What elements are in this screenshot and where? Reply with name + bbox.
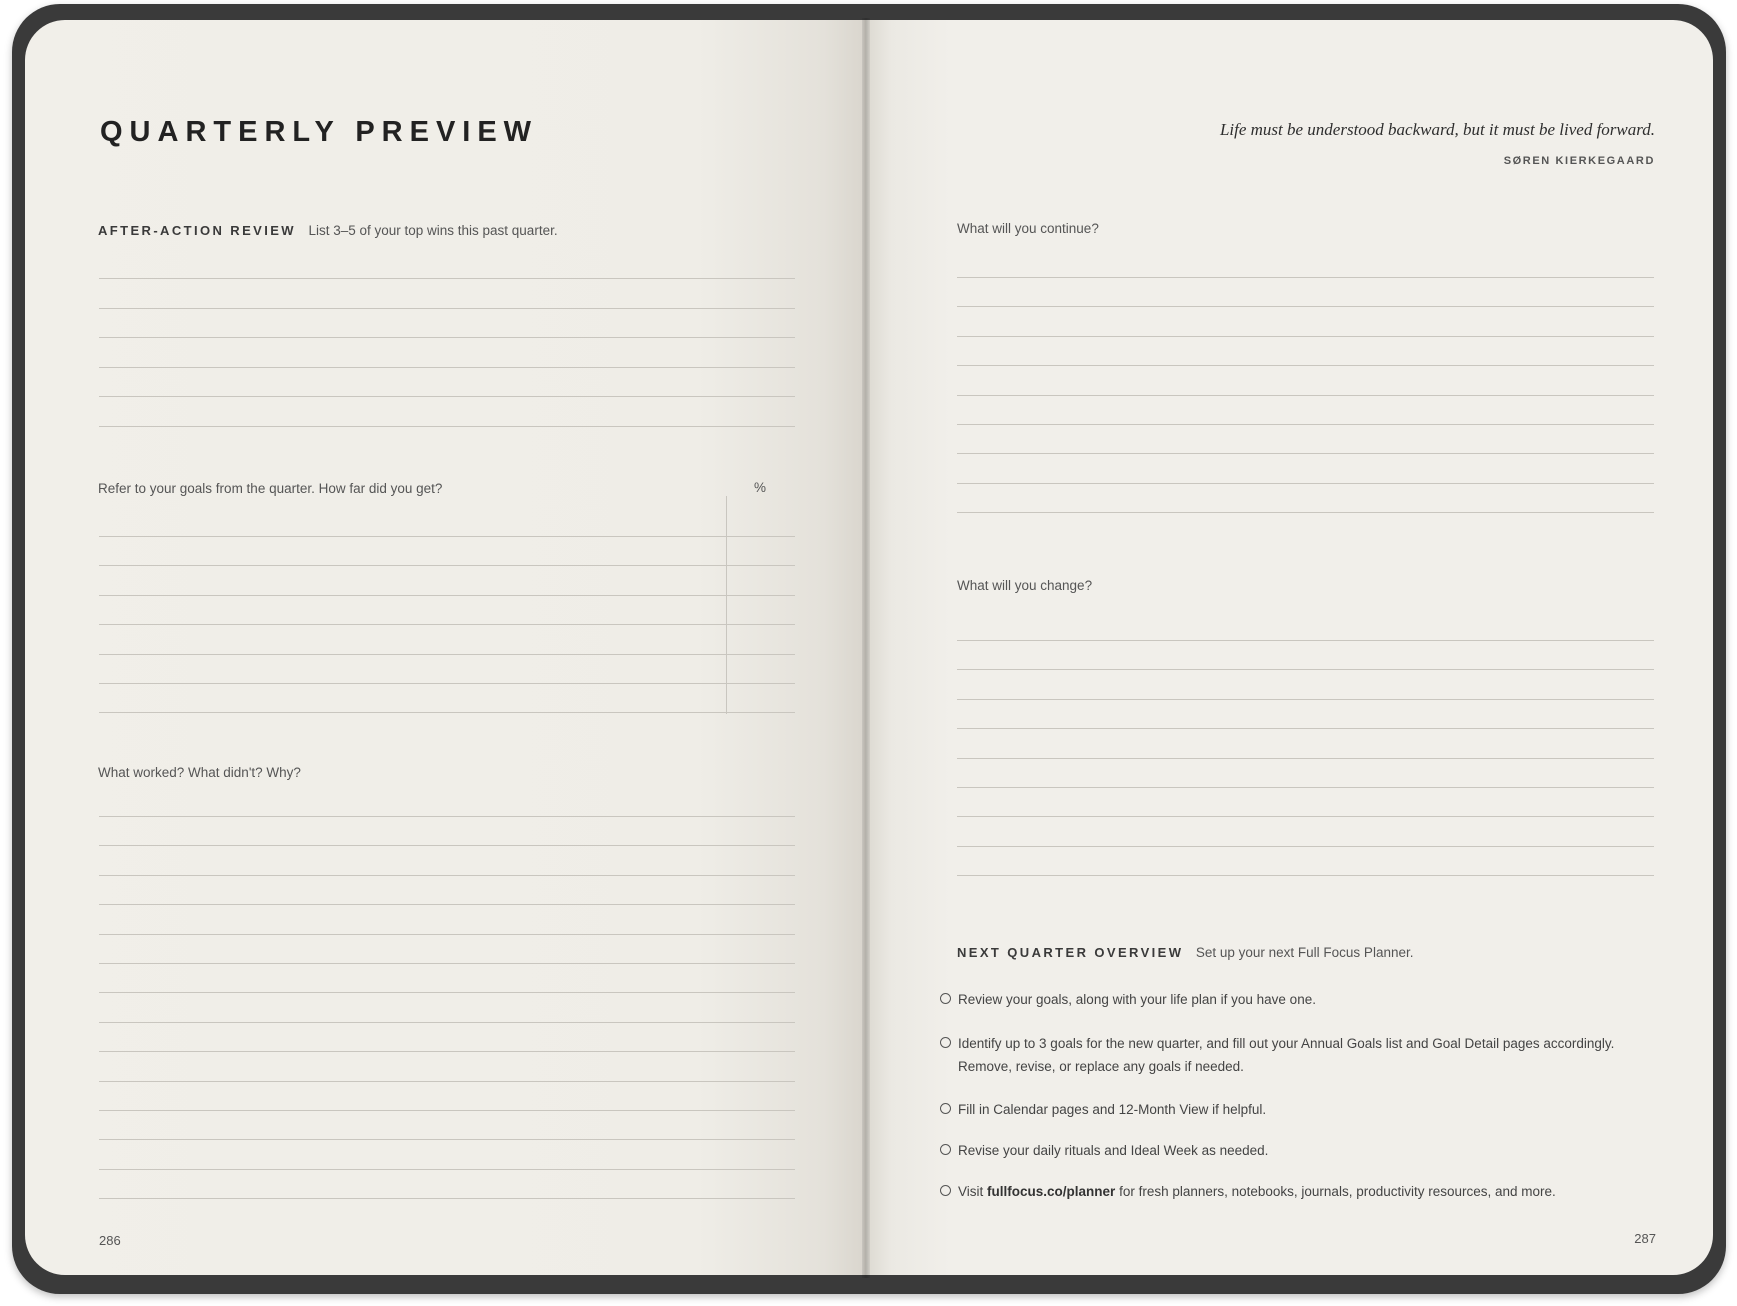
writing-line[interactable] [99, 683, 795, 684]
writing-line[interactable] [99, 1139, 795, 1140]
checklist-item-text: Fill in Calendar pages and 12-Month View if helpful. [958, 1102, 1267, 1117]
writing-line[interactable] [99, 426, 795, 427]
writing-line[interactable] [99, 624, 795, 625]
writing-line[interactable] [99, 1022, 795, 1023]
writing-line[interactable] [99, 963, 795, 964]
writing-line[interactable] [99, 816, 795, 817]
writing-line[interactable] [957, 336, 1654, 337]
writing-line[interactable] [957, 669, 1654, 670]
checklist-item-text: Identify up to 3 goals for the new quarter, and fill out your Annual Goals list and Goal Detail pages accordingly. Remove, revise, or replace any goals if needed. [958, 1036, 1615, 1074]
writing-line[interactable] [99, 845, 795, 846]
page-title: QUARTERLY PREVIEW [100, 116, 539, 148]
writing-line[interactable] [99, 337, 795, 338]
checkbox-circle-icon[interactable] [940, 1103, 951, 1114]
next-quarter-heading: NEXT QUARTER OVERVIEW [957, 945, 1184, 960]
change-prompt: What will you change? [957, 578, 1093, 593]
checkbox-circle-icon[interactable] [940, 1037, 951, 1048]
writing-line[interactable] [957, 306, 1654, 307]
writing-line[interactable] [957, 787, 1654, 788]
continue-prompt: What will you continue? [957, 221, 1099, 236]
writing-line[interactable] [99, 367, 795, 368]
goals-prompt: Refer to your goals from the quarter. How far did you get? [98, 481, 443, 496]
checkbox-circle-icon[interactable] [940, 1185, 951, 1196]
checklist-item-calendar[interactable] [958, 1098, 1658, 1121]
writing-line[interactable] [99, 1051, 795, 1052]
writing-line[interactable] [957, 728, 1654, 729]
writing-line[interactable] [957, 424, 1654, 425]
writing-line[interactable] [99, 278, 795, 279]
quote-text: Life must be understood backward, but it must be lived forward. [1219, 120, 1655, 139]
checklist-item-visit[interactable] [958, 1180, 1658, 1203]
page-number-left: 286 [99, 1233, 121, 1248]
next-quarter-header [957, 944, 1413, 962]
book-spine [862, 18, 870, 1278]
writing-line[interactable] [99, 875, 795, 876]
writing-line[interactable] [957, 875, 1654, 876]
writing-line[interactable] [99, 654, 795, 655]
writing-line[interactable] [957, 395, 1654, 396]
writing-line[interactable] [957, 758, 1654, 759]
checklist-item-text: Revise your daily rituals and Ideal Week as needed. [958, 1143, 1269, 1158]
writing-line[interactable] [957, 846, 1654, 847]
page-number-right: 287 [1634, 1231, 1656, 1246]
writing-line[interactable] [957, 277, 1654, 278]
writing-line[interactable] [99, 565, 795, 566]
planner-link[interactable]: fullfocus.co/planner [987, 1184, 1116, 1199]
writing-line[interactable] [99, 934, 795, 935]
checklist-item-rituals[interactable] [958, 1139, 1658, 1162]
writing-line[interactable] [99, 1169, 795, 1170]
checklist-item-review-goals[interactable] [958, 988, 1658, 1011]
writing-line[interactable] [957, 483, 1654, 484]
visit-prefix: Visit [958, 1184, 984, 1199]
writing-line[interactable] [957, 365, 1654, 366]
writing-line[interactable] [99, 1110, 795, 1111]
writing-line[interactable] [99, 712, 795, 713]
writing-line[interactable] [99, 1198, 795, 1199]
writing-line[interactable] [957, 640, 1654, 641]
visit-suffix: for fresh planners, notebooks, journals, productivity resources, and more. [1119, 1184, 1556, 1199]
writing-line[interactable] [99, 904, 795, 905]
checklist-item-text: Review your goals, along with your life plan if you have one. [958, 992, 1316, 1007]
checkbox-circle-icon[interactable] [940, 1144, 951, 1155]
writing-line[interactable] [957, 816, 1654, 817]
left-page [25, 20, 866, 1275]
after-action-review-header [98, 222, 558, 240]
writing-line[interactable] [99, 1081, 795, 1082]
after-action-heading: AFTER-ACTION REVIEW [98, 223, 296, 238]
writing-line[interactable] [957, 699, 1654, 700]
writing-line[interactable] [99, 308, 795, 309]
worked-prompt: What worked? What didn't? Why? [98, 765, 301, 780]
writing-line[interactable] [957, 512, 1654, 513]
percent-column-divider [726, 496, 727, 714]
writing-line[interactable] [99, 536, 795, 537]
checklist-item-identify-goals[interactable] [958, 1032, 1658, 1078]
writing-line[interactable] [957, 453, 1654, 454]
quote-author: SØREN KIERKEGAARD [1503, 155, 1655, 167]
writing-line[interactable] [99, 595, 795, 596]
writing-line[interactable] [99, 992, 795, 993]
checkbox-circle-icon[interactable] [940, 993, 951, 1004]
next-quarter-instruction: Set up your next Full Focus Planner. [1195, 945, 1414, 960]
percent-label: % [754, 480, 767, 495]
after-action-instruction: List 3–5 of your top wins this past quarter. [308, 223, 558, 238]
right-page [866, 20, 1713, 1275]
writing-line[interactable] [99, 396, 795, 397]
